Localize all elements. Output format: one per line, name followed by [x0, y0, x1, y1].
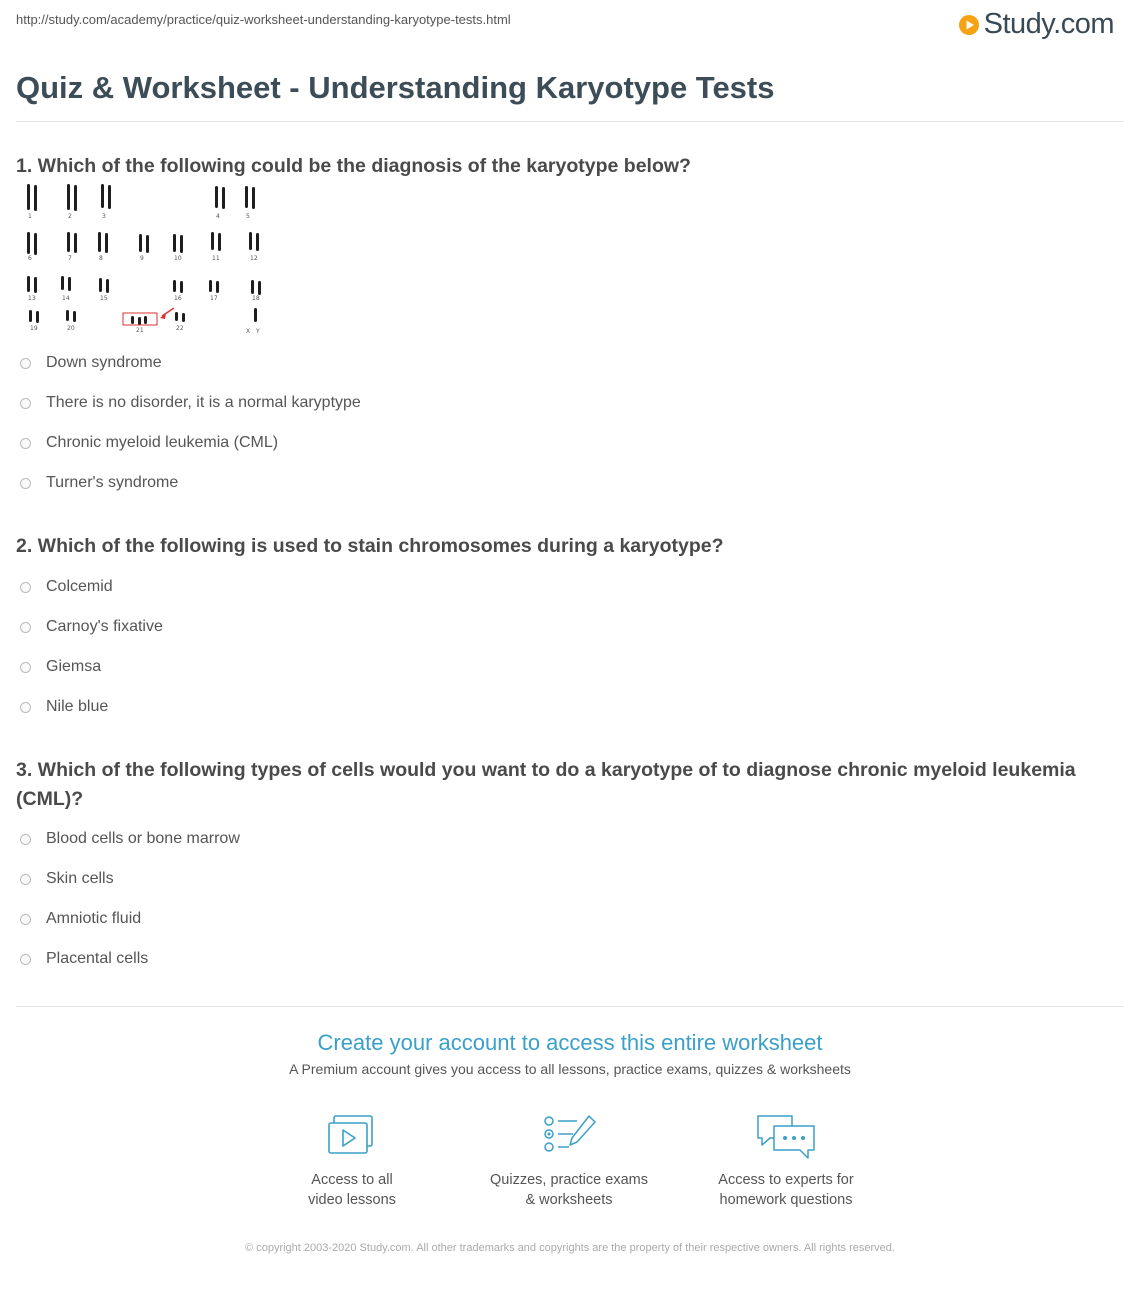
- title-divider: [16, 121, 1124, 122]
- chromosome: [98, 232, 101, 252]
- radio-circle-icon[interactable]: [20, 622, 31, 633]
- karyotype-label: 1: [28, 213, 32, 220]
- q2-option-3[interactable]: Giemsa: [20, 658, 101, 676]
- karyotype-label: 3: [102, 213, 106, 220]
- chromosome: [27, 184, 30, 210]
- q1-option-3[interactable]: Chronic myeloid leukemia (CML): [20, 434, 278, 452]
- radio-circle-icon[interactable]: [20, 954, 31, 965]
- play-circle-icon: [958, 14, 980, 36]
- chromosome: [211, 232, 214, 250]
- radio-circle-icon[interactable]: [20, 438, 31, 449]
- karyotype-label: 6: [28, 255, 32, 262]
- feature-video-lessons: [252, 1112, 452, 1210]
- chromosome: [101, 184, 104, 208]
- chromosome: [74, 233, 77, 253]
- chromosome: [61, 276, 64, 290]
- q1-option-1[interactable]: Down syndrome: [20, 354, 162, 372]
- expert-chat-icon: [754, 1112, 818, 1162]
- chromosome: [67, 232, 70, 252]
- feature-line: Access to experts for: [718, 1172, 854, 1188]
- chromosome: [173, 280, 176, 292]
- feature-line: & worksheets: [525, 1192, 613, 1208]
- karyotype-label: 10: [174, 255, 182, 262]
- chromosome: [34, 233, 37, 255]
- q1-option-2[interactable]: There is no disorder, it is a normal karyptype: [20, 394, 361, 412]
- radio-circle-icon[interactable]: [20, 702, 31, 713]
- radio-circle-icon[interactable]: [20, 582, 31, 593]
- chromosome: [173, 234, 176, 252]
- karyotype-label: 17: [210, 295, 218, 302]
- video-lessons-icon: [324, 1112, 380, 1160]
- q2-option-2[interactable]: Carnoy's fixative: [20, 618, 163, 636]
- chromosome: [146, 235, 149, 253]
- page-title: Quiz & Worksheet - Understanding Karyotype Tests: [16, 70, 775, 105]
- chromosome: [67, 184, 70, 210]
- chromosome: [108, 185, 111, 209]
- feature-quizzes: [469, 1112, 669, 1210]
- chromosome: [180, 281, 183, 293]
- chromosome: [29, 310, 32, 322]
- karyotype-label: 19: [30, 325, 38, 332]
- karyotype-label: 18: [252, 295, 260, 302]
- chromosome: [252, 187, 255, 209]
- chromosome: [245, 186, 248, 208]
- karyotype-label: 14: [62, 295, 70, 302]
- chromosome: [216, 281, 219, 293]
- radio-circle-icon[interactable]: [20, 874, 31, 885]
- chromosome: [139, 234, 142, 252]
- chromosome: [175, 312, 178, 321]
- quiz-checklist-icon: [539, 1112, 599, 1160]
- chromosome: [144, 316, 147, 324]
- karyotype-label: 9: [140, 255, 144, 262]
- chromosome: [99, 278, 102, 292]
- radio-circle-icon[interactable]: [20, 398, 31, 409]
- question-3-text: 3. Which of the following types of cells would you want to do a karyotype of to diagnose chronic myeloid leukemia (CML)?: [16, 759, 1076, 810]
- chromosome: [106, 279, 109, 293]
- feature-line: Quizzes, practice exams: [490, 1172, 648, 1188]
- chromosome: [36, 311, 39, 323]
- chromosome: [27, 276, 30, 292]
- q3-option-4[interactable]: Placental cells: [20, 950, 148, 968]
- karyotype-label: 7: [68, 255, 72, 262]
- study-logo[interactable]: [958, 8, 1114, 41]
- karyotype-label: 11: [212, 255, 220, 262]
- create-account-link[interactable]: Create your account to access this entire worksheet: [317, 1030, 823, 1055]
- karyotype-label: 16: [174, 295, 182, 302]
- q1-option-4[interactable]: Turner's syndrome: [20, 474, 178, 492]
- chromosome: [34, 185, 37, 211]
- radio-circle-icon[interactable]: [20, 834, 31, 845]
- karyotype-label: Y: [256, 328, 260, 335]
- page-url: http://study.com/academy/practice/quiz-worksheet-understanding-karyotype-tests.html: [16, 12, 511, 27]
- copyright-footer: © copyright 2003-2020 Study.com. All other trademarks and copyrights are the property of their respective owners. All rights reserved.: [245, 1242, 895, 1254]
- radio-circle-icon[interactable]: [20, 662, 31, 673]
- karyotype-label: 20: [67, 325, 75, 332]
- chromosome: [74, 185, 77, 211]
- chromosome: [209, 280, 212, 292]
- chromosome: [66, 310, 69, 321]
- q3-option-1[interactable]: Blood cells or bone marrow: [20, 830, 240, 848]
- chromosome: [256, 233, 259, 251]
- chromosome: [258, 281, 261, 295]
- chromosome: [180, 235, 183, 253]
- chromosome: [251, 280, 254, 294]
- feature-experts: [686, 1112, 886, 1210]
- q3-option-3[interactable]: Amniotic fluid: [20, 910, 141, 928]
- karyotype-label: 5: [246, 213, 250, 220]
- chromosome: [131, 316, 134, 324]
- karyotype-label: 13: [28, 295, 36, 302]
- chromosome: [218, 233, 221, 251]
- radio-circle-icon[interactable]: [20, 914, 31, 925]
- radio-circle-icon[interactable]: [20, 358, 31, 369]
- question-2-text: 2. Which of the following is used to stain chromosomes during a karyotype?: [16, 535, 724, 557]
- karyotype-label: 8: [99, 255, 103, 262]
- karyotype-label: 15: [100, 295, 108, 302]
- chromosome: [222, 187, 225, 209]
- logo-text: Study.com: [983, 8, 1114, 40]
- chromosome: [105, 233, 108, 253]
- chromosome: [138, 317, 141, 325]
- question-1-text: 1. Which of the following could be the diagnosis of the karyotype below?: [16, 155, 691, 177]
- chromosome: [249, 232, 252, 250]
- chromosome: [73, 311, 76, 322]
- chromosome: [34, 277, 37, 293]
- karyotype-label: 2: [68, 213, 72, 220]
- karyotype-label: 4: [216, 213, 220, 220]
- chromosome: [182, 313, 185, 322]
- feature-line: Access to all: [311, 1172, 393, 1188]
- chromosome: [68, 277, 71, 291]
- feature-line: video lessons: [308, 1192, 396, 1208]
- red-arrow-icon: [162, 308, 174, 316]
- cta-divider: [16, 1006, 1124, 1007]
- q3-option-2[interactable]: Skin cells: [20, 870, 114, 888]
- karyotype-label: 22: [176, 325, 184, 332]
- radio-circle-icon[interactable]: [20, 478, 31, 489]
- karyotype-label: 12: [250, 255, 258, 262]
- q2-option-4[interactable]: Nile blue: [20, 698, 108, 716]
- chromosome: [215, 186, 218, 208]
- karyotype-label: 21: [136, 327, 144, 334]
- karyotype-label: X: [246, 328, 251, 335]
- karyotype-image: [14, 180, 276, 335]
- cta-subtitle: A Premium account gives you access to all lessons, practice exams, quizzes & worksheets: [289, 1061, 851, 1077]
- chromosome: [254, 308, 257, 322]
- chromosome: [27, 232, 30, 254]
- feature-line: homework questions: [719, 1192, 853, 1208]
- q2-option-1[interactable]: Colcemid: [20, 578, 113, 596]
